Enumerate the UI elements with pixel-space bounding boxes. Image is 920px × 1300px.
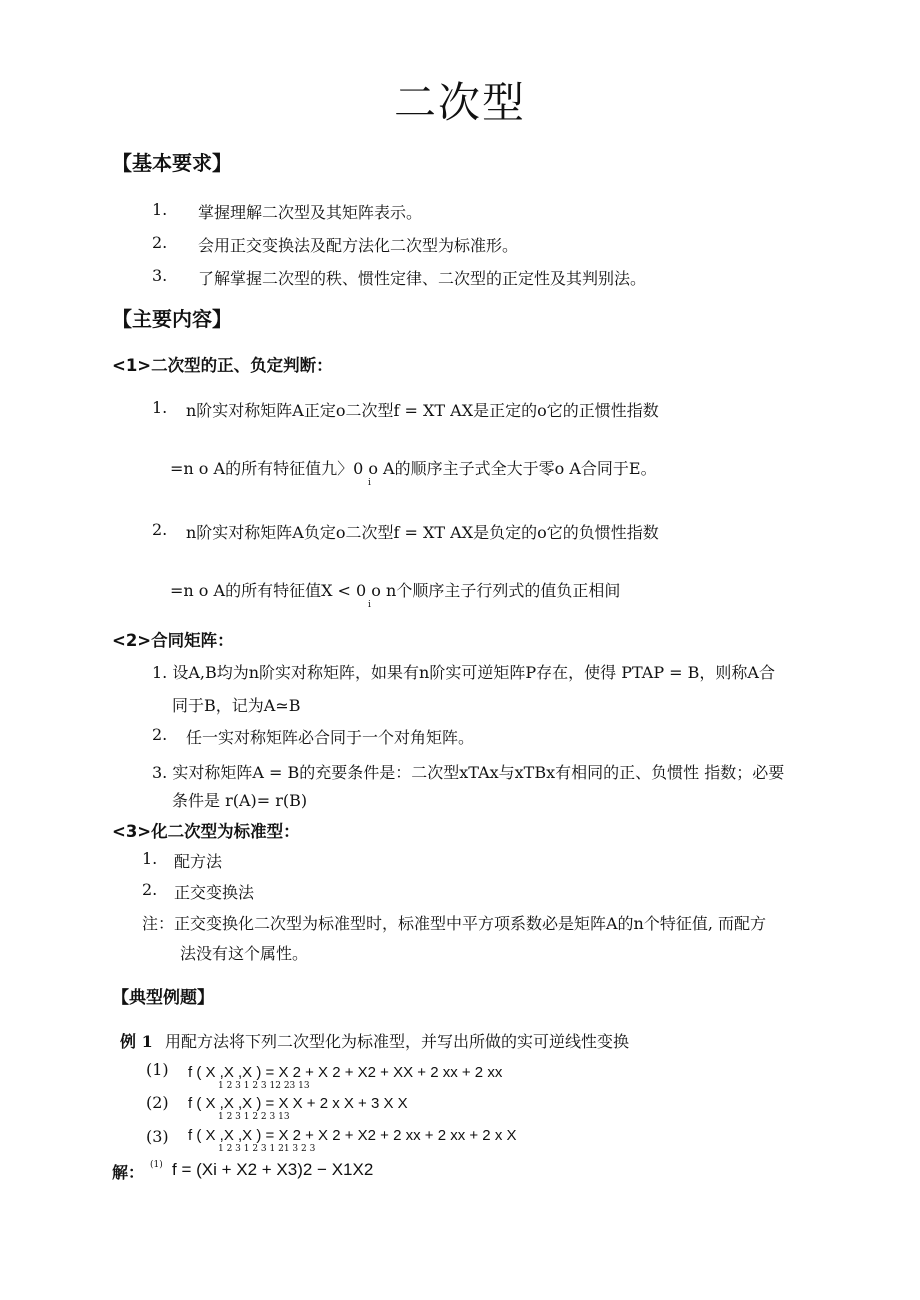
formula-label: (2) [146, 1093, 169, 1112]
example-label: 例 1 [120, 1032, 153, 1051]
negative-definite-statement: n阶实对称矩阵A负定o二次型f = XT AX是负定的o它的负惯性指数 [186, 523, 659, 542]
positive-item-number: 1. [152, 398, 168, 417]
document-title: 二次型 [393, 78, 526, 127]
quadratic-form-2: f ( X ,X ,X ) = X X + 2 x X + 3 X X [188, 1095, 408, 1112]
section-main-content: 【主要内容】 [112, 307, 232, 331]
method-number: 2. [142, 880, 158, 899]
basic-item-number: 1. [152, 200, 168, 219]
solution-label: 解： [112, 1163, 145, 1182]
solution-expression: f = (Xi + X2 + X3)2 − X1X2 [172, 1160, 374, 1179]
quadratic-form-3-subscripts: 1 2 3 1 2 3 1 21 3 2 3 [218, 1144, 316, 1154]
quadratic-form-1-subscripts: 1 2 3 1 2 3 12 23 13 [218, 1081, 310, 1091]
quadratic-form-1: f ( X ,X ,X ) = X 2 + X 2 + X2 + XX + 2 xx + 2 xx [188, 1064, 503, 1081]
formula-label: (1) [146, 1060, 169, 1079]
basic-item-text: 了解掌握二次型的秩、惯性定律、二次型的正定性及其判别法。 [198, 269, 647, 288]
method-number: 1. [142, 849, 158, 868]
formula-label: (3) [146, 1127, 169, 1146]
congruence-condition: 3. 实对称矩阵A = B的充要条件是：二次型xTAx与xTBx有相同的正、负惯性 指数；必要 [152, 763, 785, 782]
method-completing-square: 配方法 [174, 852, 223, 871]
subsection-standard-form: <3>化二次型为标准型： [112, 822, 300, 841]
basic-item-text: 掌握理解二次型及其矩阵表示。 [198, 203, 423, 222]
subscript-i: i [368, 478, 371, 488]
method-orthogonal-transform: 正交变换法 [174, 883, 255, 902]
note-line-continued: 法没有这个属性。 [180, 944, 309, 963]
basic-item-text: 会用正交变换法及配方法化二次型为标准形。 [198, 236, 519, 255]
subsection-congruent-matrix: <2>合同矩阵： [112, 631, 234, 650]
quadratic-form-2-subscripts: 1 2 3 1 2 2 3 13 [218, 1112, 290, 1122]
positive-definite-statement: n阶实对称矩阵A正定o二次型f = XT AX是正定的o它的正惯性指数 [186, 401, 659, 420]
section-basic-requirements: 【基本要求】 [112, 151, 232, 175]
congruence-definition: 1. 设A,B均为n阶实对称矩阵，如果有n阶实可逆矩阵P存在，使得 PTAP = B，则称A合 [152, 663, 775, 682]
negative-item-number: 2. [152, 520, 168, 539]
congruence-notation: 同于B，记为A≃B [172, 696, 301, 715]
congruence-item-number: 2. [152, 725, 168, 744]
example-statement: 用配方法将下列二次型化为标准型，并写出所做的实可逆线性变换 [165, 1032, 630, 1051]
positive-definite-conditions: =n o A的所有特征值九〉0 o A的顺序主子式全大于零o A合同于E。 [170, 459, 657, 478]
subscript-i: i [368, 600, 371, 610]
negative-definite-conditions: =n o A的所有特征值X < 0 o n个顺序主子行列式的值负正相间 [170, 581, 621, 600]
solution-part-marker: (1) [150, 1160, 163, 1170]
basic-item-number: 2. [152, 233, 168, 252]
section-typical-examples: 【典型例题】 [112, 988, 214, 1008]
congruence-diagonal-statement: 任一实对称矩阵必合同于一个对角矩阵。 [186, 728, 475, 747]
basic-item-number: 3. [152, 266, 168, 285]
note-line: 注：正交变换化二次型为标准型时，标准型中平方项系数必是矩阵A的n个特征值, 而配方 [142, 914, 767, 933]
quadratic-form-3: f ( X ,X ,X ) = X 2 + X 2 + X2 + 2 xx + 2 xx + 2 x X [188, 1127, 517, 1144]
congruence-necessary-condition: 条件是 r(A)= r(B) [172, 791, 308, 810]
subsection-definiteness: <1>二次型的正、负定判断： [112, 356, 333, 375]
